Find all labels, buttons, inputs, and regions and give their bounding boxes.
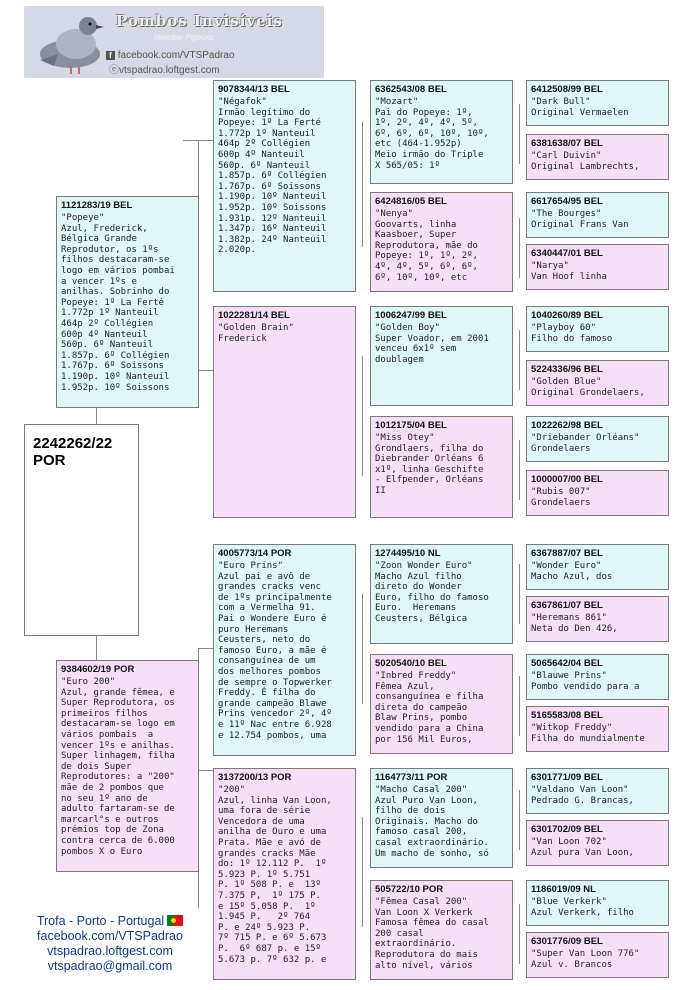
g3-box[interactable] [370,416,513,518]
g3-text: "Macho Casal 200" Azul Puro Van Loon, filho de dois Originais. Macho do famoso casal 200, casal extraordinário. Um macho de sonho, só [375,785,489,859]
sire-sire-text: "Négafok" Irmão legítimo do Popeye: 1º La Ferté 1.772p 1º Nanteuil 464p 2º Collégien 600p 4º Nanteuil 560p. 6º Nanteuil 1.857p. 6º Collégien 1.767p. 6º Soissons 1.190p. 10º Nanteuil 1.952p. 10º Soissons 1.931p. 12º Nanteuil 1.347p. 16º Nanteuil 1.382p. 24º Nanteuil 2.020p. [218,97,327,256]
dam-sire-text: "Euro Prins" Azul pai e avô de grandes cracks venc de 1ºs principalmente com a Vermelha 91. Pai o Wondere Euro é puro Heremans Ceusters, neto do famoso Euro, a mãe é consanguínea de um dos melhores pombos de sempre o Topwerker Freddy. É filha do grande campeão Blawe Prins vencedor 2º, 4º e 11º Nac entre 6.928 e 12.754 pombos, uma [218,561,332,741]
connector [198,770,213,771]
g4-ring: 6301776/09 BEL [531,936,603,947]
header-facebook-link[interactable]: facebook.com/VTSPadrao [117,50,235,61]
brand-links [106,50,324,76]
connector [362,122,363,247]
sire-dam-box[interactable] [213,306,356,518]
g4-text: "Dark Bull" Original Vermaelen [531,97,629,118]
g4-text: "The Bourges" Original Frans Van [531,209,629,230]
g4-box[interactable] [526,134,669,180]
g4-box[interactable] [526,192,669,238]
dam-box[interactable] [56,660,199,872]
dam-dam-text: "200" Azul, linha Van Loon, uma fora de série Vencedora de uma anilha de Ouro e uma Prata. Mãe e avó de grandes cracks Mãe do: 1º 12.112 P. 1º 5.923 P. 1º 5.751 P. 1º 508 P. e 13º 7.375 P, 1º 175 P. e 15º 5.058 P. 1º 1.945 P. 2º 764 P. e 24º 5.923 P. 7º 715 P. e 6º 5.673 P. 6º 687 p. e 15º 5.673 p. 7º 632 p. e [218,785,332,965]
g3-text: "Miss Otey" Grondlaers, filha do Diebrander Orléans 6 x1º, linha Geschifte - Elfpender, Orléans II [375,433,484,496]
sire-text: "Popeye" Azul, Frederick, Bélgica Grande Reprodutor, os 1ºs filhos destacaram-se logo em vários pombai a vencer 1ºs e anilhas. Sobrinho do Popeye: 1º La Ferté 1.772p 1º Nanteuil 464p 2º Collégien 600p 4º Nanteuil 560p. 6º Nanteuil 1.857p. 6º Collégien 1.767p. 6º Soissons 1.190p. 10º Nanteuil 1.952p. 10º Soissons [61,213,175,393]
footer-site-link[interactable]: vtspadrao.loftgest.com [47,944,173,958]
sire-dam-text: "Golden Brain" Frederick [218,323,294,344]
g3-ring: 6362543/08 BEL [375,84,447,95]
g4-text: "Valdano Van Loon" Pedrado G. Brancas, [531,785,634,806]
connector [519,676,520,736]
connector [519,104,520,164]
g4-text: "Heremans 861" Neta do Den 426, [531,613,618,634]
connector [519,440,520,500]
g4-box[interactable] [526,544,669,590]
g3-ring: 505722/10 POR [375,884,444,895]
g4-text: "Narya" Van Hoof linha [531,261,607,282]
g3-box[interactable] [370,544,513,644]
g4-ring: 1000007/00 BEL [531,474,603,485]
brand-title: Pombos Invisíveis [116,12,283,30]
g4-ring: 6617654/95 BEL [531,196,603,207]
connector [362,594,363,704]
g3-text: "Golden Boy" Super Voador, em 2001 venceu 6x1º sem doublagem [375,323,489,365]
dam-ring: 9384602/19 POR [61,664,135,675]
g3-text: "Inbred Freddy" Fêmea Azul, consanguínea e filha direta do campeão Blaw Prins, pombo vendido para a China por 156 Mil Euros, [375,671,484,745]
dam-sire-box[interactable] [213,544,356,756]
g4-box[interactable] [526,880,669,926]
facebook-icon: f [106,51,115,60]
g3-box[interactable] [370,306,513,406]
g4-ring: 6340447/01 BEL [531,248,603,259]
connector [519,790,520,850]
g4-text: "Blauwe Prins" Pombo vendido para a [531,671,640,692]
sire-sire-box[interactable] [213,80,356,292]
header-site-link[interactable]: vtspadrao.loftgest.com [119,65,220,76]
g4-ring: 6367861/07 BEL [531,600,603,611]
g3-box[interactable] [370,80,513,184]
connector [519,564,520,624]
connector [519,218,520,278]
g4-text: "Witkop Freddy" Filha do mundialmente [531,723,645,744]
sire-box[interactable] [56,196,199,408]
g4-ring: 6301702/09 BEL [531,824,603,835]
g4-box[interactable] [526,768,669,814]
g3-ring: 5020540/10 BEL [375,658,447,669]
g3-ring: 1274495/10 NL [375,548,441,559]
g4-ring: 5065642/04 BEL [531,658,603,669]
g4-ring: 6412508/99 BEL [531,84,603,95]
brand-subtitle: Invisible Pigeons [154,33,215,42]
root-ring: 2242262/22 POR [33,435,113,469]
connector [519,904,520,964]
g4-ring: 1022262/98 BEL [531,420,603,431]
connector [362,817,363,927]
g3-text: "Fêmea Casal 200" Van Loon X Verkerk Famosa fêmea do casal 200 casal extraordinário. Reprodutora do mais alto nível, vários [375,897,489,971]
connector [362,356,363,476]
g3-text: "Nenya" Goovarts, linha Kaasboer, Super Reprodutora, mãe do Popeye: 1º, 1º, 2º, 4º, 4º, 5º, 6º, 6º, 6º, 10º, 10º, etc [375,209,478,283]
g4-text: "Carl Duivin" Original Lambrechts, [531,151,640,172]
sire-ring: 1121283/19 BEL [61,200,133,211]
g3-box[interactable] [370,880,513,980]
footer-facebook-link[interactable]: facebook.com/VTSPadrao [37,929,183,943]
footer-location [20,914,200,929]
g4-text: "Playboy 60" Filho do famoso [531,323,613,344]
g4-ring: 5165583/08 BEL [531,710,603,721]
g3-box[interactable] [370,768,513,868]
g4-box[interactable] [526,360,669,406]
g4-ring: 1040260/89 BEL [531,310,603,321]
g4-text: "Driebander Orléans" Grondelaers [531,433,640,454]
g4-text: "Rubis 007" Grondelaers [531,487,591,508]
g3-box[interactable] [370,654,513,754]
connector [198,648,213,649]
dam-dam-box[interactable] [213,768,356,980]
g4-ring: 1186019/09 NL [531,884,596,895]
footer-contact [20,914,200,974]
g4-ring: 6367887/07 BEL [531,548,603,559]
g4-box[interactable] [526,306,669,352]
root-box[interactable] [24,424,139,636]
g3-ring: 1164773/11 POR [375,772,448,783]
g4-box[interactable] [526,706,669,752]
g4-box[interactable] [526,654,669,700]
g3-box[interactable] [370,192,513,292]
g4-box[interactable] [526,820,669,866]
dam-text: "Euro 200" Azul, grande fêmea, e Super Reprodutora, os primeiros filhos destacaram-se logo em vários pombais a vencer 1ºs e anilhas. Super linhagem, filha de dois Super Reprodutores: a "200" mãe de 2 pombos que no seu 1º ano de adulto fartaram-se de marcarl°s e outros prémios top de Zona contra cerca de 6.000 pombos X o Euro [61,677,175,857]
connector [198,370,213,371]
g4-ring: 6381638/07 BEL [531,138,603,149]
footer-email-link[interactable]: vtspadrao@gmail.com [47,959,173,973]
g3-ring: 6424816/05 BEL [375,196,447,207]
g4-box[interactable] [526,470,669,516]
site-icon: ⓔ [109,65,119,76]
dam-dam-ring: 3137200/13 POR [218,772,292,783]
dam-sire-ring: 4005773/14 POR [218,548,292,559]
g3-ring: 1006247/99 BEL [375,310,447,321]
g4-text: "Blue Verkerk" Azul Verkerk, filho [531,897,634,918]
connector [519,330,520,390]
g4-ring: 5224336/96 BEL [531,364,603,375]
g4-text: "Super Van Loon 776" Azul v. Brancos [531,949,640,970]
g4-box[interactable] [526,596,669,642]
pigeon-logo [30,10,110,76]
g3-text: "Mozart" Pai do Popeye: 1º, 1º, 2º, 4º, 4º, 5º, 6º, 6º, 6º, 10º, 10º, etc (464-1.952p) Meio irmão do Triple X 565/05: 1º [375,97,489,171]
g4-text: "Wonder Euro" Macho Azul, dos [531,561,613,582]
portugal-flag-icon [167,915,183,926]
header-banner [24,6,324,78]
sire-sire-ring: 9078344/13 BEL [218,84,290,95]
g4-box[interactable] [526,80,669,126]
g4-box[interactable] [526,244,669,290]
footer-location-text: Trofa - Porto - Portugal [36,914,165,928]
g4-text: "Van Loon 702" Azul pura Van Loon, [531,837,634,858]
g3-text: "Zoon Wonder Euro" Macho Azul filho direto do Wonder Euro, filho do famoso Euro. Heremans Ceusters, Bélgica [375,561,489,624]
sire-dam-ring: 1022281/14 BEL [218,310,290,321]
g4-text: "Golden Blue" Original Grondelaers, [531,377,645,398]
g3-ring: 1012175/04 BEL [375,420,447,431]
g4-box[interactable] [526,416,669,462]
g4-ring: 6301771/09 BEL [531,772,603,783]
g4-box[interactable] [526,932,669,978]
